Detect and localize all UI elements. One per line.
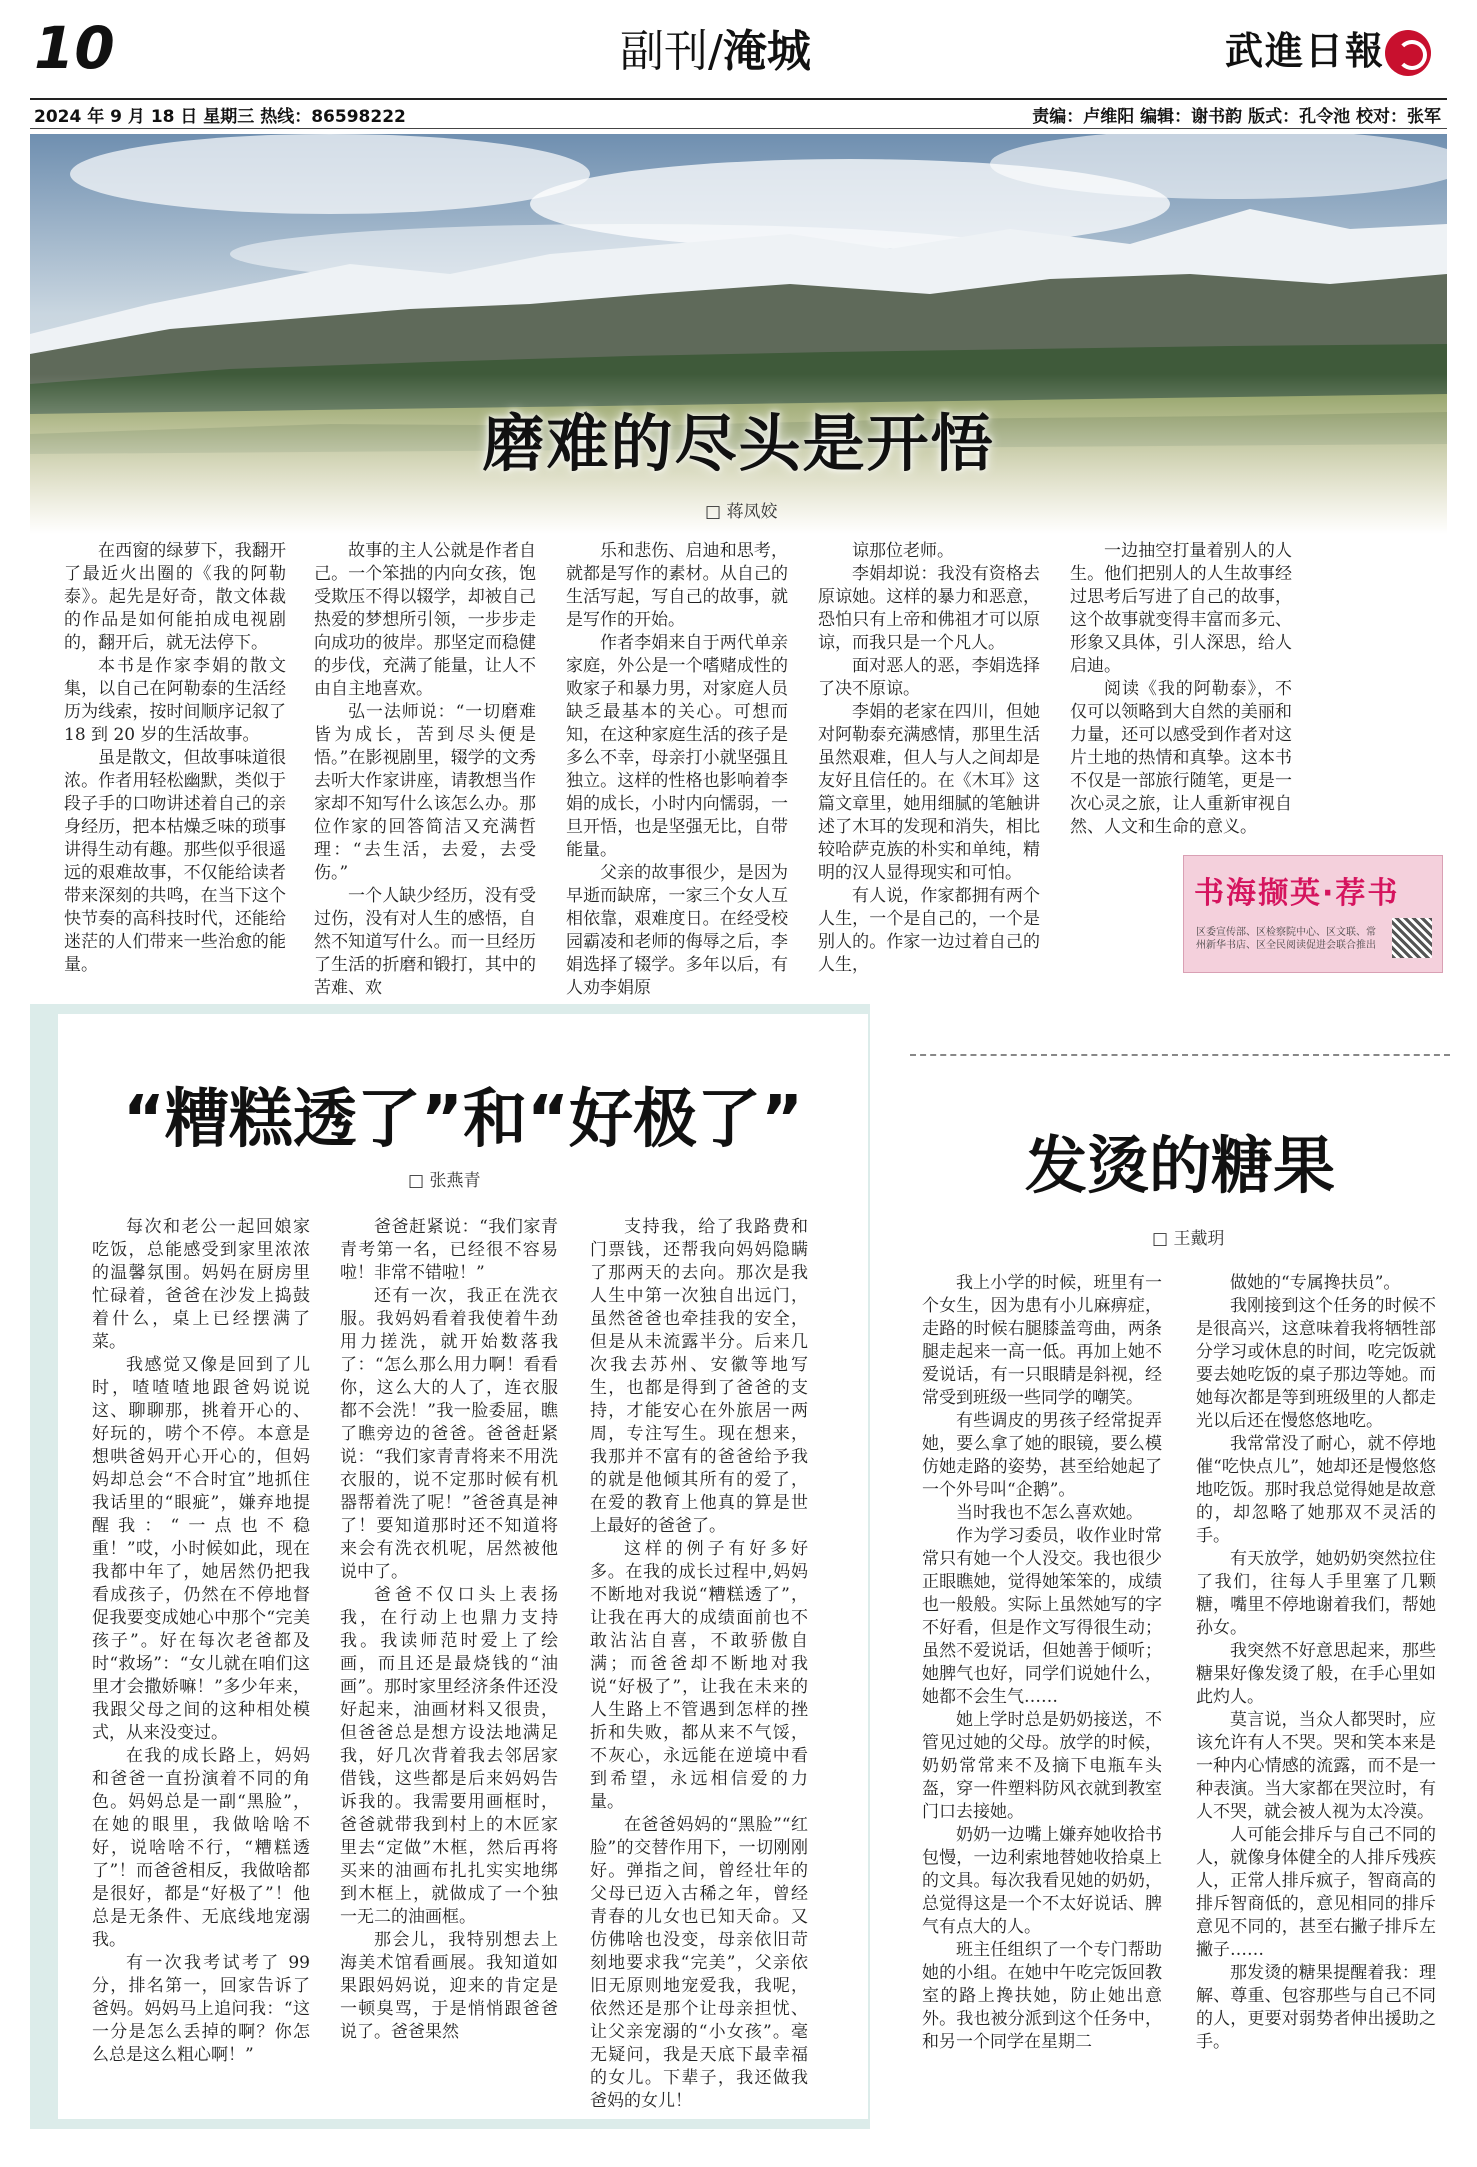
separator-dashed — [910, 1054, 1450, 1056]
article1-col3-text — [566, 540, 788, 1000]
paragraph: 乐和悲伤、启迪和思考，就都是写作的素材。从自己的生活写起，写自己的故事，就是写作的开始。 — [566, 541, 788, 630]
paragraph: 谅那位老师。 — [852, 541, 954, 561]
article1-col2 — [314, 540, 536, 1000]
paragraph: 莫言说，当众人都哭时，应该允许有人不哭。哭和笑本来是一种内心情感的流露，而不是一种表演。当大家都在哭泣时，有人不哭，就会被人视为太冷漠。 — [1196, 1710, 1436, 1822]
paragraph: 还有一次，我正在洗衣服。我妈妈看着我使着牛劲用力搓洗，就开始数落我了：“怎么那么用力啊！看看你，这么大的人了，连衣服都不会洗！”我一脸委屈，瞧了瞧旁边的爸爸。爸爸赶紧说：“我们家青青将来不用洗衣服的，说不定那时候有机器帮着洗了呢！”爸爸真是神了！要知道那时还不知道将来会有洗衣机呢，居然被他说中了。 — [340, 1286, 558, 1582]
paragraph: 在我的成长路上，妈妈和爸爸一直扮演着不同的角色。妈妈总是一副“黑脸”，在她的眼里，我做啥啥不好，说啥啥不行，“糟糕透了”！而爸爸相反，我做啥都是很好，都是“好极了”！他总是无条件、无底线地宠溺我。 — [92, 1746, 310, 1950]
recommend-banner — [1183, 855, 1443, 973]
paragraph: 我突然不好意思起来，那些糖果好像发烫了般，在手心里如此灼人。 — [1196, 1641, 1436, 1707]
paragraph: 这样的例子有好多好多。在我的成长过程中,妈妈不断地对我说“糟糕透了”，让我在再大的成绩面前也不敢沾沾自喜，不敢骄傲自满；而爸爸却不断地对我说“好极了”，让我在未来的人生路上不管遇到怎样的挫折和失败，都从来不气馁，不灰心，永远能在逆境中看到希望，永远相信爱的力量。 — [590, 1539, 808, 1812]
paragraph: 作者李娟来自于两代单亲家庭，外公是一个嗜赌成性的败家子和暴力男，对家庭人员缺乏最基本的关心。可想而知，在这种家庭生活的孩子是多么不幸，母亲打小就坚强且独立。这样的性格也影响着李娟的成长，小时内向懦弱，一旦开悟，也是坚强无比，自带能量。 — [566, 633, 788, 860]
paragraph: 李娟的老家在四川，但她对阿勒泰充满感情，那里生活虽然艰难，但人与人之间却是友好且信任的。在《木耳》这篇文章里，她用细腻的笔触讲述了木耳的发现和消失，相比较哈萨克族的朴实和单纯，精明的汉人显得现实和可怕。 — [818, 702, 1040, 883]
article1-col1 — [64, 540, 286, 977]
paragraph: 一边抽空打量着别人的人生。他们把别人的人生故事经过思考后写进了自己的故事，这个故事就变得丰富而多元、形象又具体，引人深思，给人启迪。 — [1070, 541, 1292, 676]
paragraph: 奶奶一边嘴上嫌弃她收拾书包慢，一边利索地替她收拾桌上的文具。每次我看见她的奶奶，总觉得这是一个不太好说话、脾气有点大的人。 — [922, 1825, 1162, 1937]
paragraph: 有些调皮的男孩子经常捉弄她，要么拿了她的眼镜，要么模仿她走路的姿势，甚至给她起了一个外号叫“企鹅”。 — [922, 1411, 1162, 1500]
article3-col1 — [922, 1272, 1162, 2054]
paragraph: 作为学习委员，收作业时常常只有她一个人没交。我也很少正眼瞧她，觉得她笨笨的，成绩也一般般。实际上虽然她写的字不好看，但是作文写得很生动；虽然不爱说话，但她善于倾听；她脾气也好，同学们说她什么，她都不会生气…… — [922, 1526, 1162, 1707]
paragraph: 那发烫的糖果提醒着我：理解、尊重、包容那些与自己不同的人，更要对弱势者伸出援助之手。 — [1196, 1963, 1436, 2052]
editor-credits: 责编：卢维阳 编辑：谢书韵 版式：孔令池 校对：张军 — [1032, 107, 1441, 127]
recommend-title: 书海撷英·荐书 — [1194, 876, 1400, 911]
paragraph: 做她的“专属搀扶员”。 — [1230, 1273, 1401, 1293]
paragraph: 一个人缺少经历，没有受过伤，没有对人生的感悟，自然不知道写什么。而一旦经历了生活的折磨和锻打，其中的苦难、欢 — [314, 886, 536, 998]
article2-col3 — [590, 1216, 808, 2113]
paragraph: 有一次我考试考了 99 分，排名第一，回家告诉了爸妈。妈妈马上追问我：“这一分是怎么丢掉的啊？你怎么总是这么粗心啊！” — [92, 1953, 310, 2065]
paragraph: 班主任组织了一个专门帮助她的小组。在她中午吃完饭回教室的路上搀扶她，防止她出意外。我也被分派到这个任务中，和另一个同学在星期二 — [922, 1940, 1162, 2052]
byline-3: □ 王戴玥 — [1152, 1229, 1225, 1249]
paragraph: 每次和老公一起回娘家吃饭，总能感受到家里浓浓的温馨氛围。妈妈在厨房里忙碌着，爸爸在沙发上捣鼓着什么，桌上已经摆满了菜。 — [92, 1217, 310, 1352]
article2-col3-text — [590, 1216, 808, 2113]
paragraph: 我刚接到这个任务的时候不是很高兴，这意味着我将牺牲部分学习或休息的时间，吃完饭就要去她吃饭的桌子那边等她。而她每次都是等到班级里的人都走光以后还在慢悠悠地吃。 — [1196, 1296, 1436, 1431]
article2-col2-text — [340, 1216, 558, 2044]
paragraph: 支持我，给了我路费和门票钱，还帮我向妈妈隐瞒了那两天的去向。那次是我人生中第一次独自出远门，虽然爸爸也牵挂我的安全，但是从未流露半分。后来几次我去苏州、安徽等地写生，也都是得到了爸爸的支持，才能安心在外旅居一两周，专注写生。现在想来，我那并不富有的爸爸给予我的就是他倾其所有的爱了，在爱的教育上他真的算是世上最好的爸爸了。 — [590, 1217, 808, 1536]
paragraph: 在爸爸妈妈的“黑脸”“红脸”的交替作用下，一切刚刚好。弹指之间，曾经壮年的父母已迈入古稀之年，曾经青春的儿女也已知天命。又仿佛啥也没变，母亲依旧苛刻地要求我“完美”，父亲依旧无原则地宠爱我，我呢，依然还是那个让母亲担忧、让父亲宠溺的“小女孩”。毫无疑问，我是天底下最幸福的女儿。下辈子，我还做我爸妈的女儿！ — [590, 1815, 808, 2111]
article1-col5 — [1070, 540, 1292, 839]
paragraph: 阅读《我的阿勒泰》，不仅可以领略到大自然的美丽和力量，还可以感受到作者对这片土地的热情和真挚。这本书不仅是一部旅行随笔，更是一次心灵之旅，让人重新审视自然、人文和生命的意义。 — [1070, 679, 1292, 837]
paragraph: 弘一法师说：“一切磨难皆为成长，苦到尽头便是悟。”在影视剧里，辍学的文秀去听大作家讲座，请教想当作家却不知写什么该怎么办。那位作家的回答简洁又充满哲理：“去生活，去爱，去受伤。” — [314, 702, 536, 883]
article1-col2-text — [314, 540, 536, 1000]
newspaper-logo: 武進日報 — [1225, 28, 1386, 73]
byline-2: □ 张燕青 — [408, 1171, 481, 1191]
paragraph: 故事的主人公就是作者自己。一个笨拙的内向女孩，饱受欺压不得以辍学，却被自己热爱的梦想所引领，一步步走向成功的彼岸。那坚定而稳健的步伐，充满了能量，让人不由自主地喜欢。 — [314, 541, 536, 699]
article-title-2: “糟糕透了”和“好极了” — [122, 1083, 804, 1157]
header-rule — [30, 98, 1447, 100]
page-number: 10 — [34, 14, 115, 82]
qr-code-icon — [1392, 918, 1432, 958]
paragraph: 李娟却说：我没有资格去原谅她。这样的暴力和恶意，恐怕只有上帝和佛祖才可以原谅，而我只是一个凡人。 — [818, 564, 1040, 653]
section-label: 副刊/ — [620, 26, 723, 77]
paragraph: 当时我也不怎么喜欢她。 — [956, 1503, 1143, 1523]
section-name: 淹城 — [722, 26, 811, 77]
article-title-3: 发烫的糖果 — [1024, 1129, 1335, 1202]
article2-col1-text — [92, 1216, 310, 2067]
paragraph: 爸爸不仅口头上表扬我，在行动上也鼎力支持我。我读师范时爱上了绘画，而且还是最烧钱的“油画”。那时家里经济条件还没好起来，油画材料又很贵，但爸爸总是想方设法地满足我，好几次背着我去邻居家借钱，这些都是后来妈妈告诉我的。我需要用画框时，爸爸就带我到村上的木匠家里去“定做”木框，然后再将买来的油画布扎扎实实地绑到木框上，就做成了一个独一无二的油画框。 — [340, 1585, 558, 1927]
article3-col2-text — [1196, 1272, 1436, 2054]
paragraph: 在西窗的绿萝下，我翻开了最近火出圈的《我的阿勒泰》。起先是好奇，散文体裁的作品是如何能拍成电视剧的，翻开后，就无法停下。 — [64, 541, 286, 653]
paragraph: 有天放学，她奶奶突然拉住了我们，往每人手里塞了几颗糖，嘴里不停地谢着我们，帮她孙女。 — [1196, 1549, 1436, 1638]
article-title-1: 磨难的尽头是开悟 — [482, 407, 995, 480]
paragraph: 她上学时总是奶奶接送，不管见过她的父母。放学的时候，奶奶常常来不及摘下电瓶车头盔，穿一件塑料防风衣就到教室门口去接她。 — [922, 1710, 1162, 1822]
paragraph: 爸爸赶紧说：“我们家青青考第一名，已经很不容易啦！非常不错啦！” — [340, 1217, 558, 1283]
recommend-subtitle: 区委宣传部、区检察院中心、区文联、常州新华书店、区全民阅读促进会联合推出 — [1196, 927, 1376, 951]
paragraph: 我常常没了耐心，就不停地催“吃快点儿”，她却还是慢悠悠地吃饭。那时我总觉得她是故意的，却忽略了她那双不灵活的手。 — [1196, 1434, 1436, 1546]
paragraph: 那会儿，我特别想去上海美术馆看画展。我知道如果跟妈妈说，迎来的肯定是一顿臭骂，于是悄悄跟爸爸说了。爸爸果然 — [340, 1930, 558, 2042]
article2-col1 — [92, 1216, 310, 2067]
logo-mark-icon — [1385, 30, 1431, 76]
date-line: 2024 年 9 月 18 日 星期三 热线：86598222 — [34, 107, 406, 127]
paragraph: 有人说，作家都拥有两个人生，一个是自己的，一个是别人的。作家一边过着自己的人生， — [818, 886, 1040, 975]
article1-col1-text — [64, 540, 286, 977]
article3-col1-text — [922, 1272, 1162, 2054]
paragraph: 虽是散文，但故事味道很浓。作者用轻松幽默，类似于段子手的口吻讲述着自己的亲身经历，把本枯燥乏味的琐事讲得生动有趣。那些似乎很遥远的艰难故事，不仅能给读者带来深刻的共鸣，在当下这个快节奏的高科技时代，还能给迷茫的人们带来一些治愈的能量。 — [64, 748, 286, 975]
paragraph: 人可能会排斥与自己不同的人，就像身体健全的人排斥残疾人，正常人排斥疯子，智商高的排斥智商低的，意见相同的排斥意见不同的，甚至右撇子排斥左撇子…… — [1196, 1825, 1436, 1960]
article2-col2 — [340, 1216, 558, 2044]
article3-col2 — [1196, 1272, 1436, 2054]
byline-1: □ 蒋凤姣 — [705, 502, 778, 522]
article1-col4-text — [818, 540, 1040, 977]
paragraph: 我感觉又像是回到了儿时，喳喳喳地跟爸妈说说这、聊聊那，挑着开心的、好玩的，唠个不停。本意是想哄爸妈开心开心的，但妈妈却总会“不合时宜”地抓住我话里的“眼疵”，嫌弃地提醒我：“一点也不稳重！”哎，小时候如此，现在我都中年了，她居然仍把我看成孩子，仍然在不停地督促我要变成她心中那个“完美孩子”。好在每次老爸都及时“救场”：“女儿就在咱们这里才会撒娇嘛！”多少年来，我跟父母之间的这种相处模式，从来没变过。 — [92, 1355, 310, 1743]
article1-col4 — [818, 540, 1040, 977]
paragraph: 面对恶人的恶，李娟选择了决不原谅。 — [818, 656, 1040, 699]
section-title — [620, 26, 811, 78]
paragraph: 本书是作家李娟的散文集，以自己在阿勒泰的生活经历为线索，按时间顺序记叙了 18 到 20 岁的生活故事。 — [64, 656, 286, 745]
paragraph: 我上小学的时候，班里有一个女生，因为患有小儿麻痹症，走路的时候右腿膝盖弯曲，两条腿走起来一高一低。再加上她不爱说话，有一只眼睛是斜视，经常受到班级一些同学的嘲笑。 — [922, 1273, 1162, 1408]
article1-col5-text — [1070, 540, 1292, 839]
paragraph: 父亲的故事很少，是因为早逝而缺席，一家三个女人互相依靠，艰难度日。在经受校园霸凌和老师的侮辱之后，李娟选择了辍学。多年以后，有人劝李娟原 — [566, 863, 788, 998]
header-rule-2 — [30, 128, 1447, 129]
article1-col3 — [566, 540, 788, 1000]
